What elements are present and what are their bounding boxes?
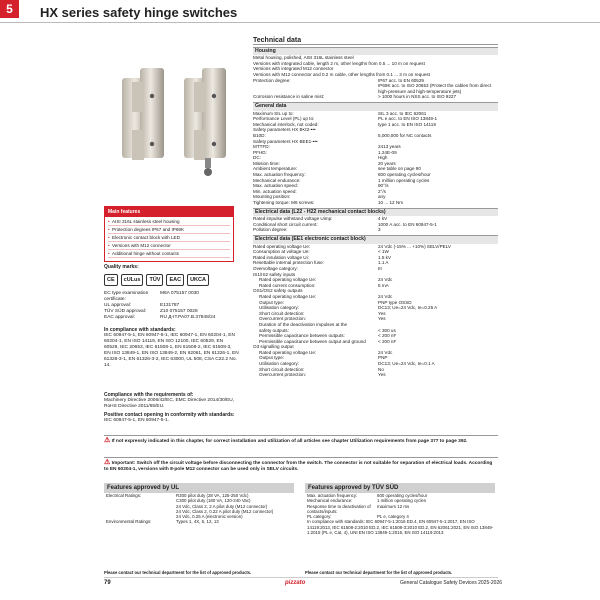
spec-value: 600 operating cycles/hour	[378, 172, 431, 178]
spec-value: 5,000,000 for NC contacts	[378, 132, 432, 138]
feature-item: • Versions with M12 connector	[108, 242, 230, 250]
spec-row	[305, 504, 495, 515]
spec-label: Ambient temperature:	[253, 166, 298, 172]
spec-label: Safety parameters HX BEE1-•••	[253, 138, 318, 144]
spec-label: Overvoltage category:	[253, 265, 298, 271]
feature-item: • Protection degrees IP67 and IP69K	[108, 226, 230, 234]
page-title: HX series safety hinge switches	[40, 5, 238, 20]
brand-logo: pizzato	[285, 580, 306, 586]
spec-value: 24 Vdc, Class 2, 2 A pilot duty (M12 connector)	[176, 503, 268, 509]
spec-value: 24 Vdc	[378, 293, 393, 299]
spec-value: type 1 acc. to EN ISO 14119	[378, 121, 436, 127]
spec-row	[253, 372, 498, 378]
feature-item: • Additional hinge without contacts	[108, 250, 230, 258]
spec-label: Output type:	[259, 299, 285, 305]
spec-value: 24 Vdc	[378, 277, 393, 283]
warning-icon: ⚠	[104, 459, 111, 466]
spec-label: Versions with M12 connector and 0.2 m cable, other lengths from 0.1 ... 3 m on request	[253, 71, 430, 77]
feature-item: • Electronic contact block with LED	[108, 234, 230, 242]
spec-value: PL e acc. to EN ISO 13849-1	[378, 116, 438, 122]
warning-note: ⚠ Important: Switch off the circuit voltage before disconnecting the connector from the switch. The connector is not suitable for separation of electrical loads. According to EN 60204-1, versions with 8-pole M12 connector can be used only in SELV circuits.	[104, 459, 493, 472]
spec-row	[253, 83, 498, 94]
spec-value: PNP	[378, 355, 388, 361]
standards-block: In compliance with standards: IEC 60947-5-1, EN 60947-5-1, IEC 60947-1, EN 60204-1, EN 60204-1, EN ISO 14119, EN ISO 12100, IEC 60529, EN 60529, IEC 20653, IEC 61508-1, EN 61508-2, IEC 61508-3, EN ISO 13849-1, EN ISO 13849-2, EN 62061, EN 61326-1, EN 61326-3-1, EN 61326-3-2, IEC 63000, UL 508, CSA C22.2 No. 14.	[104, 327, 239, 368]
spec-value: R300 pilot duty (28 VA, 125-250 Vdc)	[176, 493, 249, 498]
spec-label: Tightening torque: M6 screws:	[253, 200, 315, 206]
spec-value: DC13; Ue=24 Vdc, Ie=0.25 A	[378, 305, 438, 311]
spec-label: Electrical Ratings:	[106, 493, 142, 498]
main-features-box	[104, 206, 234, 262]
spec-value: 24 Vdc, Class 2, 0.22 A pilot duty (M12 connector)	[176, 508, 274, 514]
spec-label: Safety parameters HX B•22-•••	[253, 127, 316, 133]
spec-label: Overcurrent protection:	[259, 316, 306, 322]
spec-label: Max. actuation frequency:	[253, 172, 306, 178]
spec-label: Response time to deactivation of contacts/inputs:	[307, 503, 371, 514]
spec-label: Duration of the deactivation impulses at the	[259, 321, 348, 327]
spec-label: Utilisation category:	[259, 305, 300, 311]
spec-value: 1 million operating cycles	[377, 498, 427, 504]
ul-note: Please contact our technical department for the list of approved products.	[104, 570, 252, 575]
spec-label: Overcurrent protection:	[259, 372, 306, 378]
approvals: EC type examination certificate: M6A 075157 0030 UL approval: E131787 TÜV SÜD approval: Z10 075157 0028 EAC approval: RU Д-IT.PA07.B.37848/24	[104, 291, 216, 320]
spec-label: Rated operating voltage Ue:	[259, 277, 317, 283]
spec-value: any	[378, 194, 386, 200]
spec-label: Permissible capacitance between outputs:	[259, 333, 345, 339]
spec-value: 1.24E-09	[378, 149, 397, 155]
spec-label: Mechanical endurance:	[307, 498, 353, 504]
spec-label: Pollution degree:	[253, 227, 288, 233]
tuv-features-title: Features approved by TÜV SÜD	[305, 483, 495, 493]
spec-label: MTTFD:	[253, 144, 270, 150]
spec-value: 2°/s	[378, 188, 386, 194]
quality-marks-heading: Quality marks:	[104, 264, 139, 270]
spec-value: PNP type OSSD	[378, 299, 412, 305]
spec-label: Consumption at voltage Ue:	[253, 249, 310, 255]
spec-label: Rated operating voltage Ue:	[253, 243, 311, 249]
ul-features-box	[104, 483, 294, 575]
spec-row	[253, 94, 498, 100]
spec-value: DC13; Ue=24 Vdc, Ie=0.1 A	[378, 361, 435, 367]
spec-label: Output type:	[259, 355, 285, 361]
spec-label: Maximum SIL up to:	[253, 110, 294, 116]
ce-mark: CE	[104, 274, 118, 286]
spec-label: PFHD:	[253, 149, 267, 155]
spec-label: Environmental Ratings:	[106, 519, 152, 525]
warning-icon: ⚠	[104, 437, 111, 444]
spec-value: 600 operating cycles/hour	[377, 493, 428, 498]
spec-value: maximum 12 ms	[377, 503, 410, 509]
spec-label: Corrosion resistance in saline mist:	[253, 94, 325, 100]
spec-label: Permissible capacitance between output and ground	[259, 338, 366, 344]
spec-value: 1 million operating cycles	[378, 177, 430, 183]
quality-marks	[104, 273, 224, 287]
ukca-mark: UKCA	[187, 274, 209, 286]
spec-label: Short circuit detection:	[259, 366, 305, 372]
spec-value: 3	[378, 227, 381, 233]
chapter-tab: 5	[0, 0, 19, 18]
spec-value: < 200 nF	[378, 333, 397, 339]
footer-rule	[104, 577, 498, 578]
directives-block: Compliance with the requirements of: Machinery Directive 2006/42/EC, EMC Directive 2014/30/EU, RoHS Directive 2011/65/EU. Positive contact opening in conformity with standards: IEC 60947-5-1, EN 60947-5-1.	[104, 392, 235, 423]
spec-label: Rated operating voltage Ue:	[259, 293, 317, 299]
spec-label: Max. actuation speed:	[253, 183, 298, 189]
page-number: 79	[104, 580, 111, 586]
ul-mark: cULus	[121, 274, 144, 286]
spec-value: 20 years	[378, 160, 396, 166]
spec-value: < 1W	[378, 249, 389, 255]
spec-label: Protection degree:	[253, 77, 291, 83]
spec-label: Conditional short circuit current:	[253, 221, 318, 227]
spec-label: IS1/IS2 safety inputs	[253, 271, 296, 277]
spec-value: 10 ... 12 Nm	[378, 200, 404, 206]
spec-value: High	[378, 155, 388, 161]
eac-mark: EAC	[166, 274, 184, 286]
spec-label: Utilisation category:	[259, 361, 300, 367]
spec-value: SIL 3 acc. to IEC 62061	[378, 110, 427, 116]
spec-value: 1.5 kV	[378, 254, 392, 260]
spec-label: Performance Level (PL) up to:	[253, 116, 315, 122]
spec-label: Versions with integrated cable, length 2 m, other lengths from 0.5 ... 10 m on request	[253, 60, 425, 66]
warning-note: ⚠ If not expressly indicated in this chapter, for correct installation and utilization of all articles see chapter Utilization requirements from page 377 to page 392.	[104, 437, 468, 444]
spec-value: 1000 A acc. to EN 60947-5-1	[378, 221, 437, 227]
spec-label: Resettable internal protection fuse:	[253, 260, 324, 266]
spec-label: Rated impulse withstand voltage Uimp:	[253, 216, 333, 222]
spec-label: O3 signalling output	[253, 344, 294, 350]
spec-label: Mission time:	[253, 160, 280, 166]
general-heading: General data	[253, 102, 498, 111]
spec-value: Yes	[378, 310, 386, 316]
spec-value: Yes	[378, 316, 386, 322]
tuv-features-box	[305, 483, 495, 575]
catalogue-title: General Catalogue Safety Devices 2025-2026	[400, 580, 503, 586]
spec-value: Types 1, 4X, 6, 12, 13	[176, 519, 219, 525]
spec-label: Short circuit detection:	[259, 310, 305, 316]
spec-value: IP69K acc. to ISO 20653 (Protect the cables from direct high-pressure and high-temperature jets)	[378, 83, 492, 94]
spec-value: 24 Vdc (-15% ... +10%) SELV/PELV	[378, 243, 451, 249]
ul-features-title: Features approved by UL	[104, 483, 294, 493]
spec-label: DC:	[253, 155, 261, 161]
spec-label: Mounting position:	[253, 194, 291, 200]
electrical-mech-heading: Electrical data (L22 - H22 mechanical contact blocks)	[253, 208, 498, 217]
spec-label: Rated current consumption:	[259, 282, 316, 288]
spec-label: Metal housing, polished, AISI 316L stainless steel	[253, 55, 354, 61]
main-features-heading: Main features	[105, 207, 233, 217]
spec-label: Versions with integrated M12 connector	[253, 66, 334, 72]
spec-value: > 1000 hours in NSS acc. to ISO 9227	[378, 94, 457, 100]
spec-label: Rated insulation voltage Ui:	[253, 254, 309, 260]
spec-label: Mechanical interlock, not coded:	[253, 121, 319, 127]
tuv-note: Please contact our technical department for the list of approved products.	[305, 570, 453, 575]
technical-data-title: Technical data	[253, 38, 498, 45]
spec-value: 1.1 A	[378, 260, 389, 266]
spec-label: Min. actuation speed:	[253, 188, 297, 194]
spec-value: 24 Vdc	[378, 349, 393, 355]
spec-value: PL e, category 4	[377, 514, 409, 520]
spec-value: 2413 years	[378, 144, 401, 150]
spec-label	[253, 83, 378, 94]
spec-label: Rated operating voltage Ue:	[259, 349, 317, 355]
housing-heading: Housing	[253, 47, 498, 56]
spec-value: < 300 us	[378, 327, 396, 333]
spec-value: < 200 nF	[378, 338, 397, 344]
spec-value: III	[378, 265, 382, 271]
spec-value: Yes	[378, 372, 386, 378]
spec-value: 24 Vdc, 0.25 A (electronic version)	[176, 514, 243, 520]
spec-value: 4 kV	[378, 216, 388, 222]
spec-value: No	[378, 366, 384, 372]
divider	[104, 435, 498, 436]
spec-row	[253, 200, 498, 206]
spec-label: PL category:	[307, 514, 332, 520]
spec-label: OS1/OS2 safety outputs	[253, 288, 303, 294]
product-photo	[104, 48, 244, 198]
spec-value: C300 pilot duty (180 VA, 120-240 Vac)	[176, 498, 251, 504]
tuv-mark: TÜV	[146, 274, 163, 286]
feature-item: • AISI 316L stainless steel housing	[108, 218, 230, 226]
spec-row	[104, 519, 294, 524]
spec-value: see table on page 90	[378, 166, 421, 172]
spec-value: 5 mA	[378, 282, 389, 288]
title-rule	[0, 22, 600, 23]
divider	[104, 457, 498, 458]
spec-value: 90°/s	[378, 183, 389, 189]
spec-label: safety outputs:	[259, 327, 289, 333]
spec-label: Max. actuation frequency:	[307, 493, 358, 498]
spec-value: IP67 acc. to EN 60529	[378, 77, 424, 83]
spec-row	[253, 227, 498, 233]
spec-label: Mechanical endurance:	[253, 177, 301, 183]
spec-label: In compliance with standards: IEC 60947-5-1:2016 ED.4, EN 60947-5-1:2017, EN ISO 14119:2013, IEC 61508-2:2010 ED.2, IEC 61508-3:2010 ED.2, EN 62061:2021, EN ISO 13849-1:2015 (PL e, Cat. 4), UNI EN ISO 13849-1:2016, EN ISO 14119:2013	[307, 519, 494, 536]
spec-label: B10D:	[253, 132, 266, 138]
spec-row	[305, 519, 495, 535]
electrical-elec-heading: Electrical data (EE1 electronic contact block)	[253, 235, 498, 244]
technical-data	[253, 38, 498, 378]
